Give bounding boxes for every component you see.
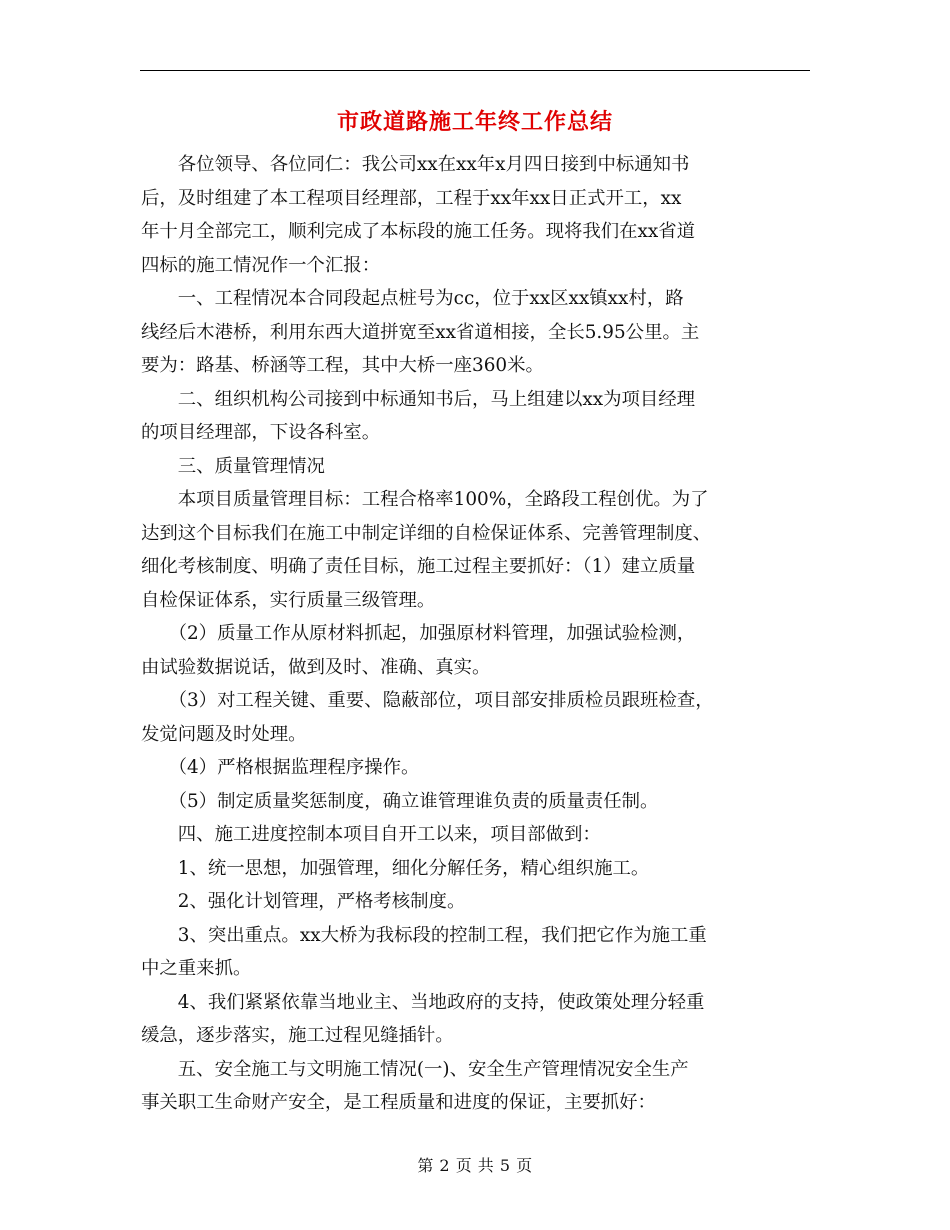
body-line: 1、统一思想，加强管理，细化分解任务，精心组织施工。 xyxy=(141,857,650,879)
page-footer: 第 2 页 共 5 页 xyxy=(417,1156,533,1175)
body-line: 事关职工生命财产安全，是工程质量和进度的保证，主要抓好： xyxy=(141,1092,656,1113)
document-title: 市政道路施工年终工作总结 xyxy=(336,109,613,135)
body-line: 本项目质量管理目标：工程合格率100%，全路段工程创优。为了 xyxy=(141,489,709,510)
body-line: （4）严格根据监理程序操作。 xyxy=(141,757,420,778)
body-line: 中之重来抓。 xyxy=(141,958,252,979)
body-line: 要为：路基、桥涵等工程，其中大桥一座360米。 xyxy=(141,355,544,376)
body-line: 五、安全施工与文明施工情况(一)、安全生产管理情况安全生产 xyxy=(141,1058,689,1080)
body-line: 二、组织机构公司接到中标通知书后，马上组建以xx为项目经理 xyxy=(141,388,696,410)
body-line: 线经后木港桥，利用东西大道拼宽至xx省道相接，全长5.95公里。主 xyxy=(141,321,700,343)
body-line: 年十月全部完工，顺利完成了本标段的施工任务。现将我们在xx省道 xyxy=(141,221,696,242)
body-line: （3）对工程关键、重要、隐蔽部位，项目部安排质检员跟班检查， xyxy=(141,690,714,711)
body-line: 缓急，逐步落实，施工过程见缝插针。 xyxy=(141,1025,454,1046)
body-line: （2）质量工作从原材料抓起，加强原材料管理，加强试验检测， xyxy=(141,623,696,644)
body-line: 发觉问题及时处理。 xyxy=(141,723,307,745)
body-line: 4、我们紧紧依靠当地业主、当地政府的支持，使政策处理分轻重 xyxy=(141,991,705,1013)
body-line: 三、质量管理情况 xyxy=(141,455,325,477)
body-line: （5）制定质量奖惩制度，确立谁管理谁负责的质量责任制。 xyxy=(141,790,659,812)
body-line: 达到这个目标我们在施工中制定详细的自检保证体系、完善管理制度、 xyxy=(141,522,712,544)
body-line: 的项目经理部，下设各科室。 xyxy=(141,422,381,443)
body-line: 2、强化计划管理，严格考核制度。 xyxy=(141,891,466,912)
body-line: 细化考核制度、明确了责任目标，施工过程主要抓好：（1）建立质量 xyxy=(141,556,696,577)
body-line: 各位领导、各位同仁：我公司xx在xx年x月四日接到中标通知书 xyxy=(141,154,690,175)
body-line: 由试验数据说话，做到及时、准确、真实。 xyxy=(141,656,491,678)
body-line: 3、突出重点。xx大桥为我标段的控制工程，我们把它作为施工重 xyxy=(141,924,707,946)
body-line: 后，及时组建了本工程项目经理部，工程于xx年xx日正式开工，xx xyxy=(141,187,682,209)
body-line: 自检保证体系，实行质量三级管理。 xyxy=(141,589,436,611)
document-body xyxy=(141,148,813,1120)
body-line: 四、施工进度控制本项目自开工以来，项目部做到： xyxy=(141,824,601,845)
header-rule xyxy=(140,70,810,71)
body-line: 四标的施工情况作一个汇报： xyxy=(141,254,381,276)
body-line: 一、工程情况本合同段起点桩号为cc，位于xx区xx镇xx村，路 xyxy=(141,288,684,309)
